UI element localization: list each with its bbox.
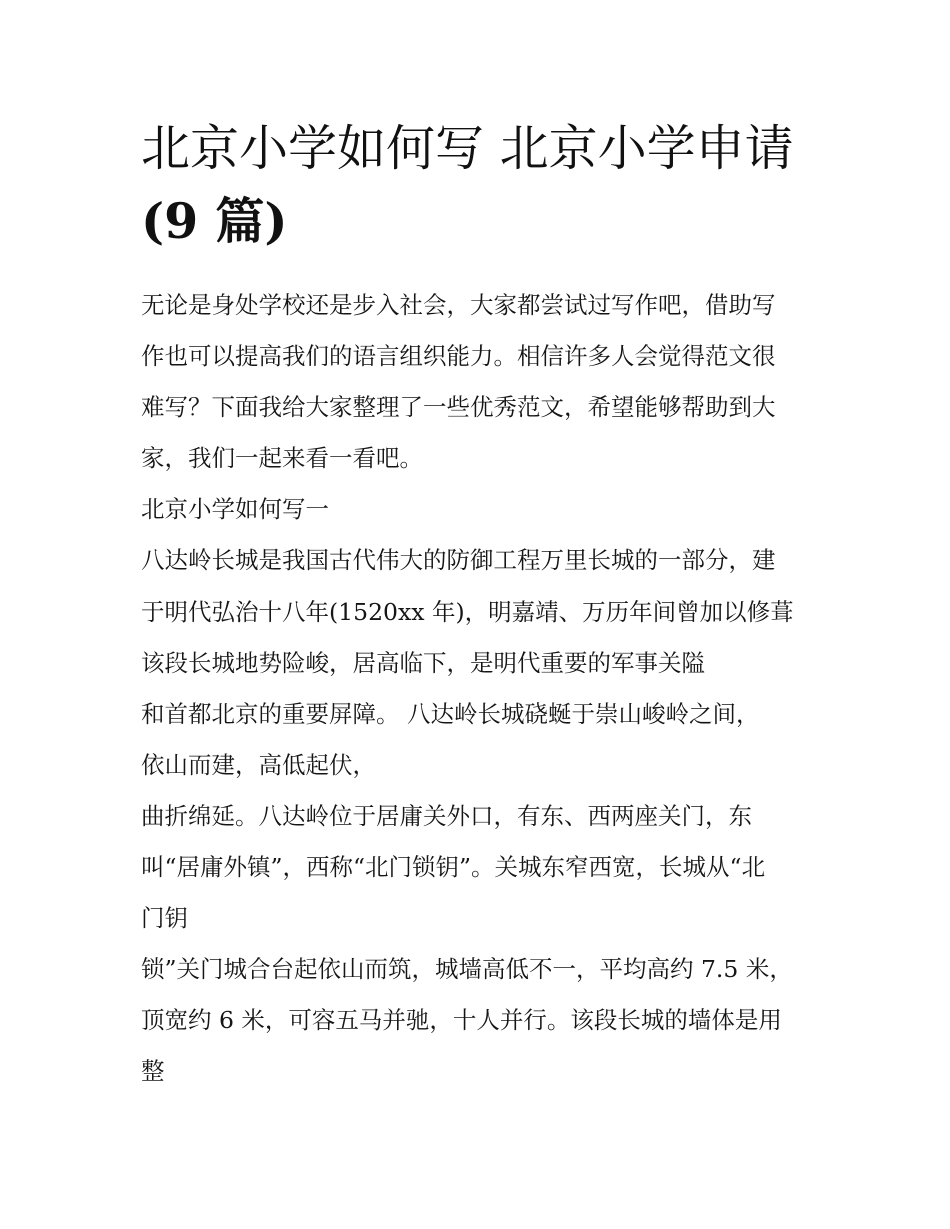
body-line: 顶宽约 6 米，可容五马并驰，十人并行。该段长城的墙体是用 <box>141 1006 782 1035</box>
intro-line: 无论是身处学校还是步入社会，大家都尝试过写作吧，借助写 <box>141 291 776 319</box>
intro-line: 家，我们一起来看一看吧。 <box>141 444 423 473</box>
body-line: 依山而建，高低起伏， <box>141 750 376 779</box>
body-line: 和首都北京的重要屏障。 八达岭长城硗蜒于崇山峻岭之间， <box>141 699 760 728</box>
body-line: 整 <box>141 1057 165 1086</box>
body-line: 该段长城地势险峻，居高临下，是明代重要的军事关隘 <box>141 648 705 677</box>
intro-line: 作也可以提高我们的语言组织能力。相信许多人会觉得范文很 <box>141 342 776 371</box>
body-line: 曲折绵延。八达岭位于居庸关外口，有东、西两座关门，东 <box>141 801 752 830</box>
document-title <box>141 112 821 258</box>
body-line: 锁”关门城合台起依山而筑，城墙高低不一，平均高约 7.5 米， <box>141 955 793 984</box>
section-heading: 北京小学如何写一 <box>141 495 329 524</box>
document-body <box>141 280 841 1098</box>
title-line-2: (9 篇) <box>141 192 288 250</box>
body-line: 叫“居庸外镇”，西称“北门锁钥”。关城东窄西宽，长城从“北 <box>141 853 766 882</box>
body-line: 八达岭长城是我国古代伟大的防御工程万里长城的一部分，建 <box>141 546 776 575</box>
title-line-1: 北京小学如何写 北京小学申请 <box>141 120 794 177</box>
body-line: 于明代弘治十八年(1520xx 年)，明嘉靖、万历年间曾加以修葺 <box>141 597 794 626</box>
body-line: 门钥 <box>141 904 188 933</box>
intro-line: 难写？下面我给大家整理了一些优秀范文，希望能够帮助到大 <box>141 393 776 422</box>
